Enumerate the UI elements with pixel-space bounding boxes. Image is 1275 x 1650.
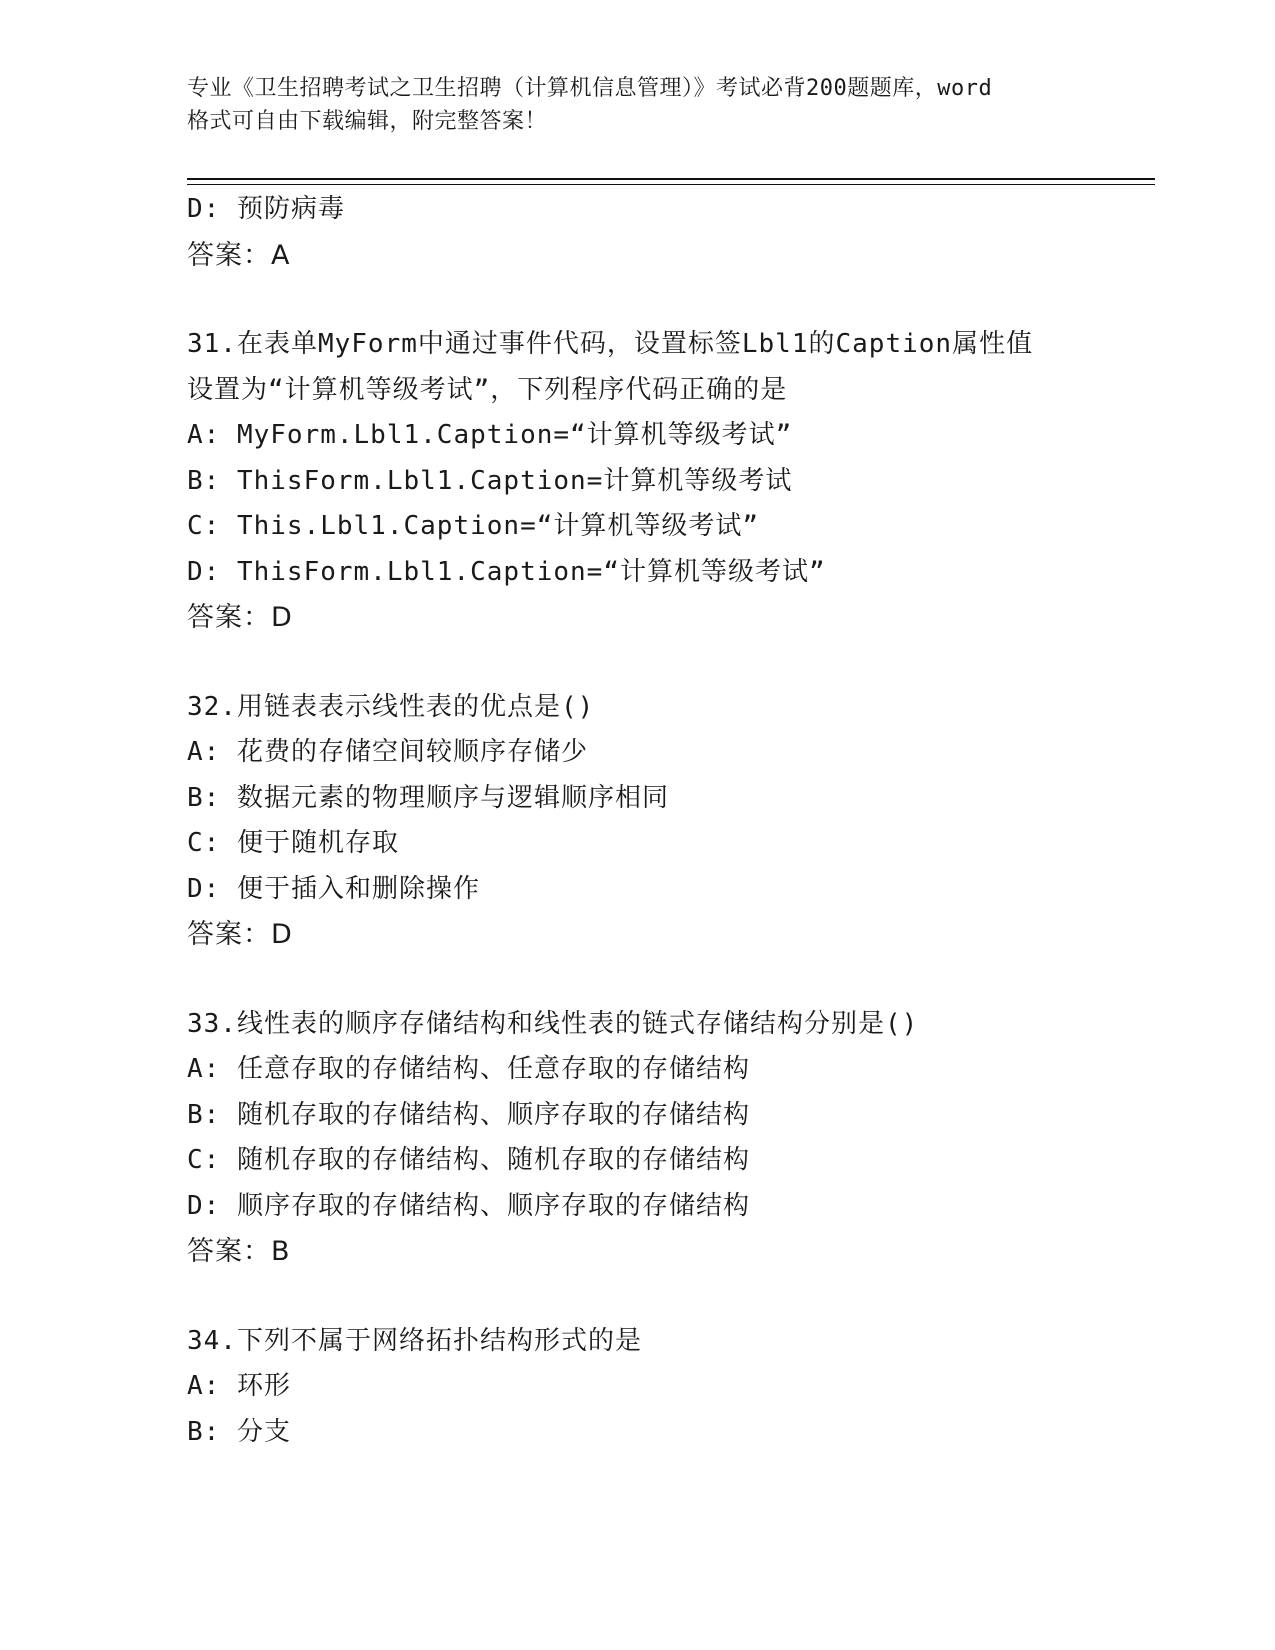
question-stem-continued: 设置为“计算机等级考试”，下列程序代码正确的是 <box>187 374 788 405</box>
option-b: B: 随机存取的存储结构、顺序存取的存储结构 <box>187 1099 750 1130</box>
option-b: B: 分支 <box>187 1416 291 1447</box>
question-33 <box>187 1002 1087 1275</box>
header-line-1: 专业《卫生招聘考试之卫生招聘（计算机信息管理）》考试必背200题题库，word <box>187 76 993 101</box>
option-d: D: ThisForm.Lbl1.Caption=“计算机等级考试” <box>187 556 826 587</box>
question-31 <box>187 322 1087 641</box>
option-d: D: 预防病毒 <box>187 194 345 224</box>
option-b: B: 数据元素的物理顺序与逻辑顺序相同 <box>187 782 669 813</box>
option-c: C: This.Lbl1.Caption=“计算机等级考试” <box>187 511 760 541</box>
option-b: B: ThisForm.Lbl1.Caption=计算机等级考试 <box>187 465 793 496</box>
spacer <box>187 278 1087 322</box>
header-line-2: 格式可自由下载编辑，附完整答案！ <box>187 109 548 134</box>
answer: 答案：A <box>187 239 291 271</box>
answer: 答案：D <box>187 602 293 633</box>
answer: 答案：B <box>187 1236 291 1267</box>
option-c: C: 随机存取的存储结构、随机存取的存储结构 <box>187 1145 750 1175</box>
option-d: D: 顺序存取的存储结构、顺序存取的存储结构 <box>187 1190 750 1221</box>
header-rule-thick <box>187 178 1155 180</box>
option-d: D: 便于插入和删除操作 <box>187 873 480 904</box>
question-content <box>187 187 1087 1455</box>
option-a: A: 任意存取的存储结构、任意存取的存储结构 <box>187 1054 750 1084</box>
previous-question-tail <box>187 187 1087 278</box>
question-stem: 31.在表单MyForm中通过事件代码，设置标签Lbl1的Caption属性值 <box>187 329 1034 359</box>
question-stem: 32.用链表表示线性表的优点是() <box>187 691 595 722</box>
option-a: A: MyForm.Lbl1.Caption=“计算机等级考试” <box>187 420 793 450</box>
option-a: A: 环形 <box>187 1371 291 1401</box>
spacer <box>187 958 1087 1002</box>
question-32 <box>187 685 1087 958</box>
header-rule-thin <box>187 184 1155 185</box>
document-header <box>187 72 1087 138</box>
option-a: A: 花费的存储空间较顺序存储少 <box>187 737 588 767</box>
answer: 答案：D <box>187 919 293 950</box>
spacer <box>187 641 1087 685</box>
question-34 <box>187 1319 1087 1456</box>
question-stem: 34.下列不属于网络拓扑结构形式的是 <box>187 1325 642 1356</box>
question-stem: 33.线性表的顺序存储结构和线性表的链式存储结构分别是() <box>187 1008 919 1039</box>
option-c: C: 便于随机存取 <box>187 828 399 858</box>
spacer <box>187 1275 1087 1319</box>
